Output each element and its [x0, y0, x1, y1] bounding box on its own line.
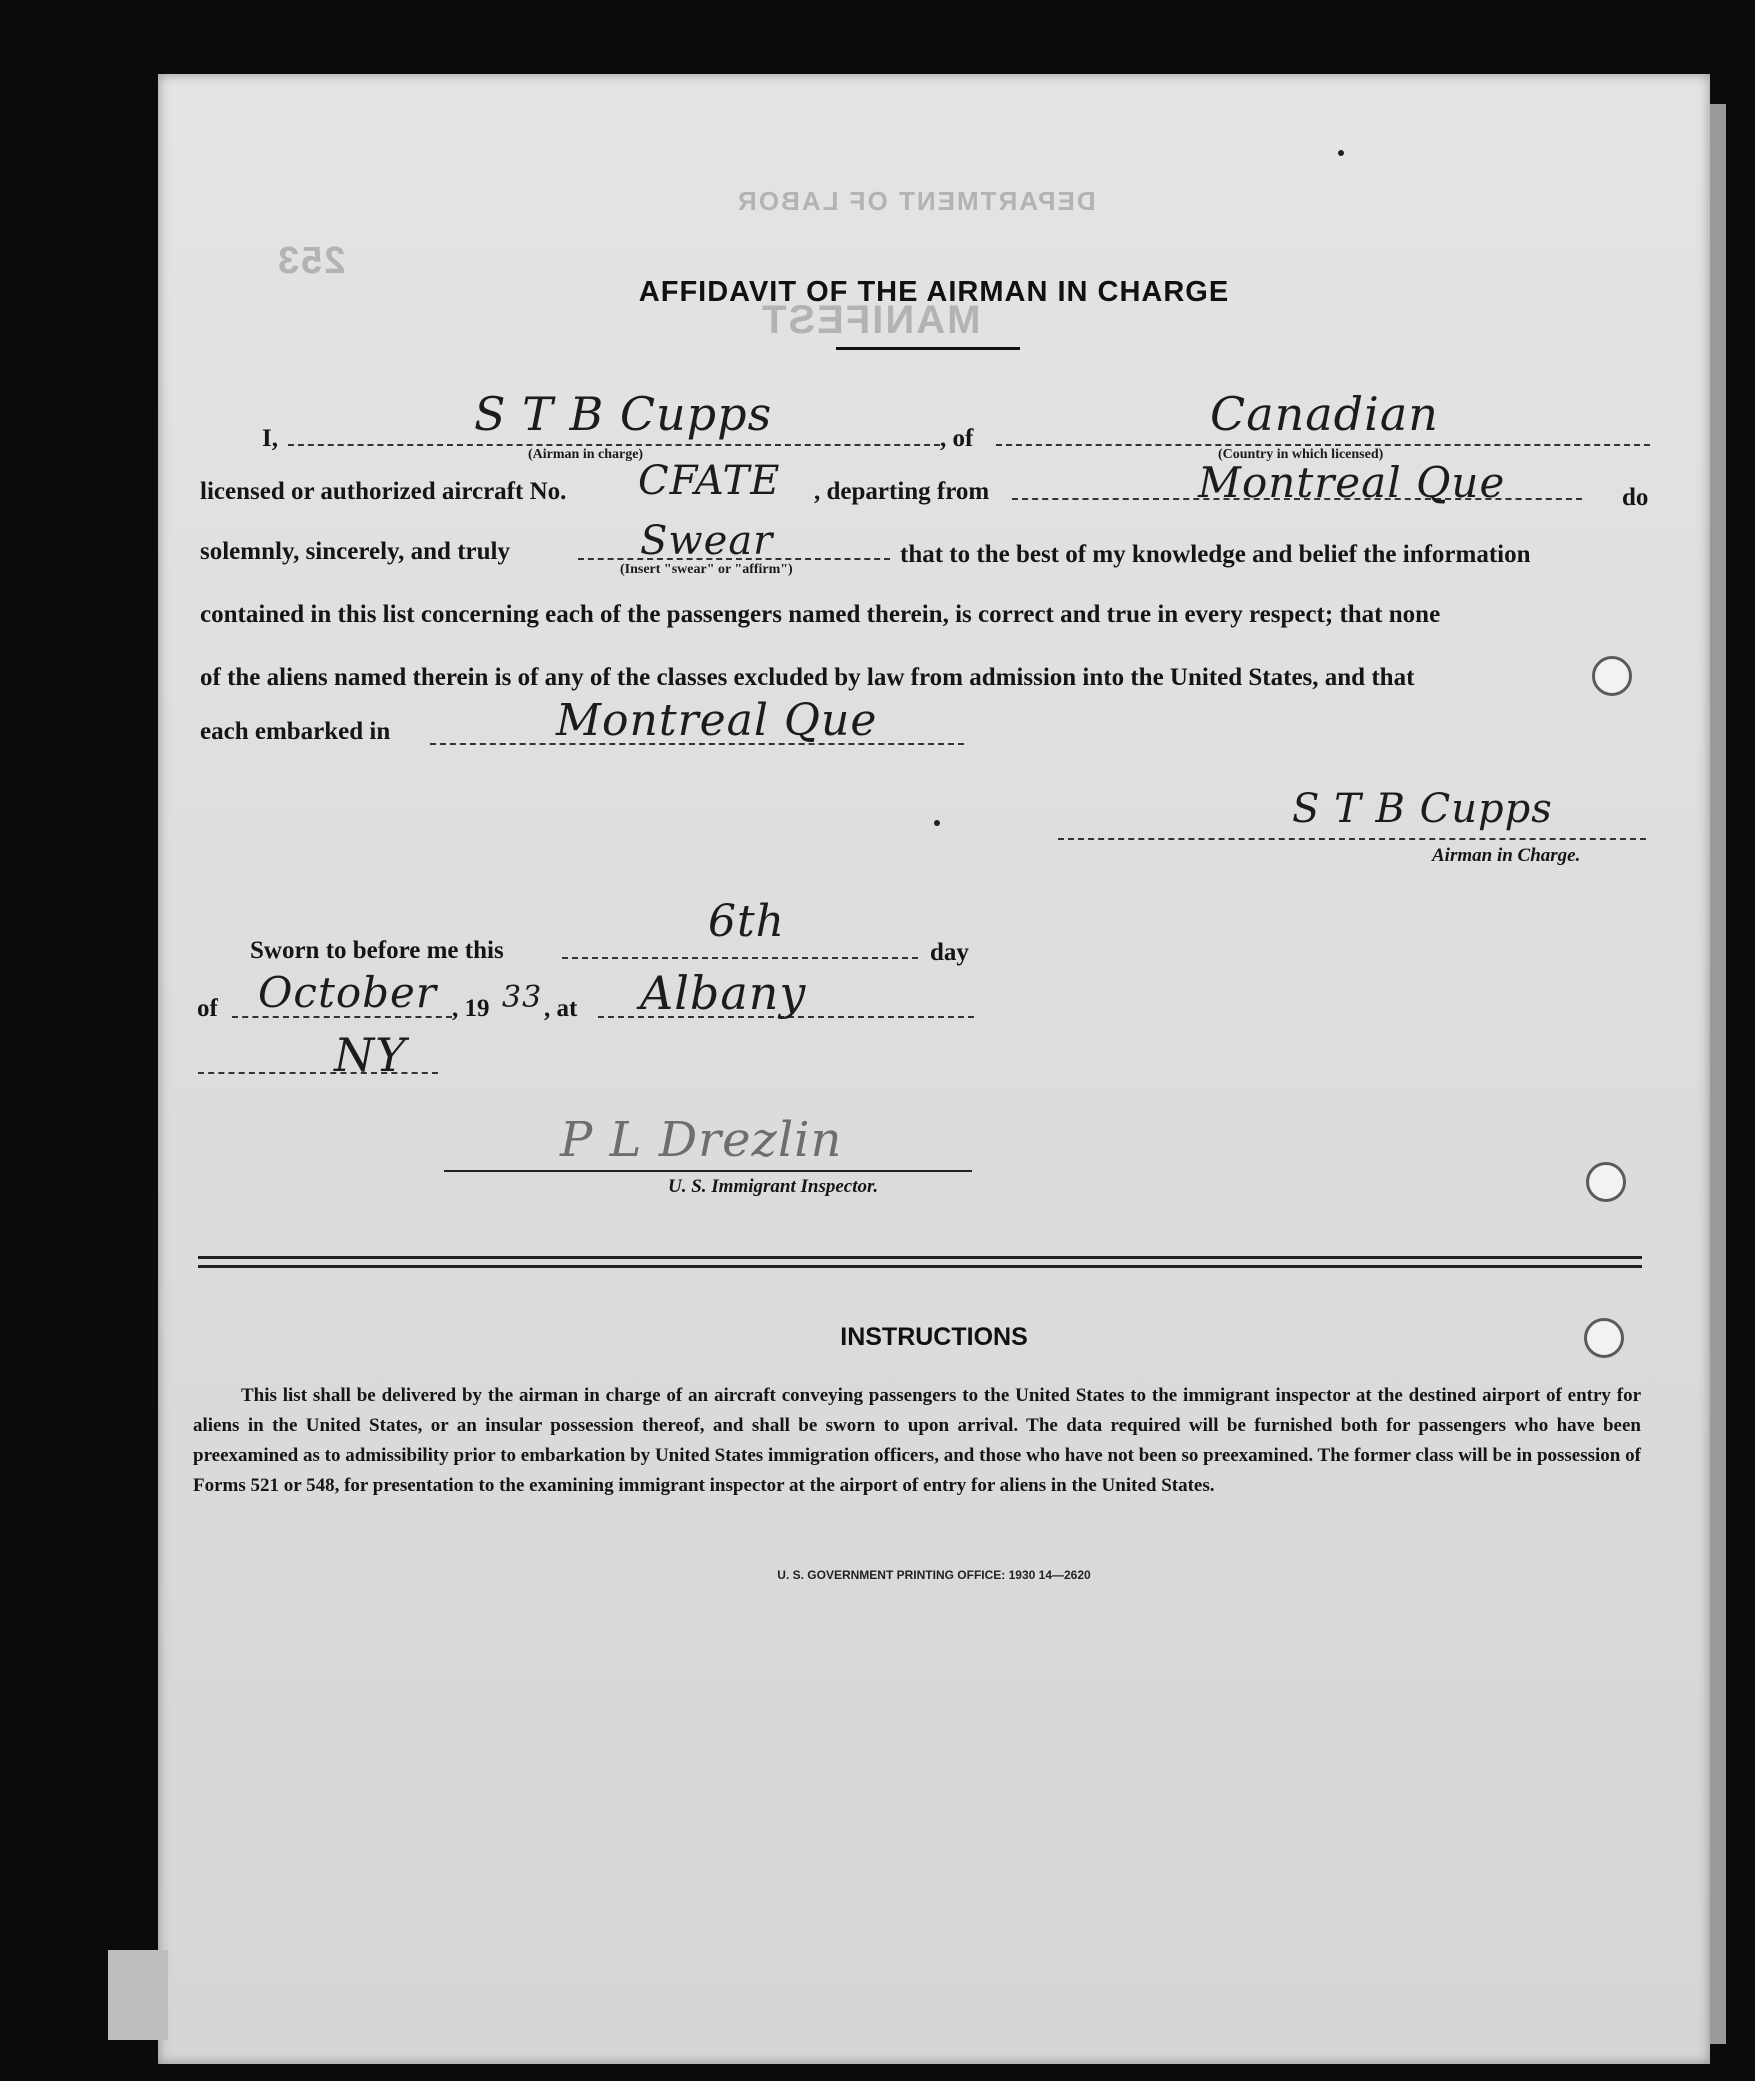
airman-name-field	[288, 444, 940, 446]
departing-handwritten: Montreal Que	[1198, 458, 1506, 507]
punch-hole	[1586, 1162, 1626, 1202]
country-handwritten: Canadian	[1210, 387, 1439, 441]
day-field	[562, 957, 918, 959]
inspector-signature-line	[444, 1170, 972, 1172]
punch-hole	[1584, 1318, 1624, 1358]
embarked-handwritten: Montreal Que	[556, 695, 878, 746]
bleed-through-header: MANIFEST	[760, 298, 981, 342]
line3-prefix: solemnly, sincerely, and truly	[200, 538, 510, 565]
affidavit-title: AFFIDAVIT OF THE AIRMAN IN CHARGE	[638, 276, 1230, 308]
sworn-prefix: Sworn to before me this	[250, 937, 504, 964]
day-handwritten: 6th	[708, 896, 786, 947]
ink-speck	[1338, 150, 1344, 156]
line2-do: do	[1622, 484, 1649, 511]
airman-signature: S T B Cupps	[1292, 786, 1553, 832]
sworn-year-prefix: , 19	[452, 995, 490, 1022]
country-field	[996, 444, 1650, 446]
airman-signature-caption: Airman in Charge.	[1432, 845, 1581, 866]
airman-name-handwritten: S T B Cupps	[474, 387, 773, 441]
section-divider-bottom	[198, 1265, 1642, 1268]
instructions-title: INSTRUCTIONS	[840, 1323, 1028, 1351]
oath-caption: (Insert "swear" or "affirm")	[620, 562, 793, 577]
year-handwritten: 33	[502, 980, 543, 1015]
line2-departing: , departing from	[814, 478, 990, 505]
sworn-of: of	[197, 995, 218, 1022]
sworn-day: day	[930, 939, 969, 966]
line1-of: , of	[940, 425, 974, 452]
line1-prefix: I,	[262, 425, 278, 452]
country-caption: (Country in which licensed)	[1218, 447, 1384, 462]
page-edge	[1710, 104, 1726, 2044]
sworn-at: , at	[544, 995, 578, 1022]
line4: contained in this list concerning each of the passengers named therein, is correct and true in every respect; that none	[200, 601, 1441, 628]
month-handwritten: October	[258, 968, 437, 1017]
page-corner	[108, 1950, 168, 2040]
bleed-through-dept: DEPARTMENT OF LABOR	[736, 186, 1096, 216]
title-underline	[836, 347, 1020, 350]
place-handwritten: Albany	[640, 966, 807, 1020]
punch-hole	[1592, 656, 1632, 696]
section-divider-top	[198, 1256, 1642, 1259]
line6-prefix: each embarked in	[200, 718, 391, 745]
bleed-through-number: 253	[276, 240, 346, 282]
instructions-body: This list shall be delivered by the airman in charge of an aircraft conveying passengers to the United States to the immigrant inspector at the destined airport of entry for aliens in the United States, or an insular possession thereof, and shall be sworn to upon arrival. The data required will be furnished both for passengers who have been preexamined as to admissibility prior to embarkation by United States immigration officers, and those who have not been so preexamined. The former class will be in possession of Forms 521 or 548, for presentation to the examining immigrant inspector at the airport of entry for aliens in the United States.	[193, 1385, 1641, 1496]
inspector-caption: U. S. Immigrant Inspector.	[668, 1176, 879, 1197]
state-handwritten: NY	[334, 1028, 407, 1082]
line3-rest: that to the best of my knowledge and belief the information	[900, 541, 1531, 568]
printer-imprint: U. S. GOVERNMENT PRINTING OFFICE: 1930 14—2620	[777, 1568, 1091, 1582]
oath-handwritten: Swear	[640, 518, 774, 564]
inspector-signature: P L Drezlin	[560, 1112, 843, 1168]
airman-caption: (Airman in charge)	[528, 447, 644, 462]
line5: of the aliens named therein is of any of the classes excluded by law from admission into the United States, and that	[200, 664, 1415, 691]
ink-speck	[934, 820, 940, 826]
line2-prefix: licensed or authorized aircraft No.	[200, 478, 567, 505]
aircraft-no-handwritten: CFATE	[638, 458, 781, 504]
airman-signature-line	[1058, 838, 1646, 840]
